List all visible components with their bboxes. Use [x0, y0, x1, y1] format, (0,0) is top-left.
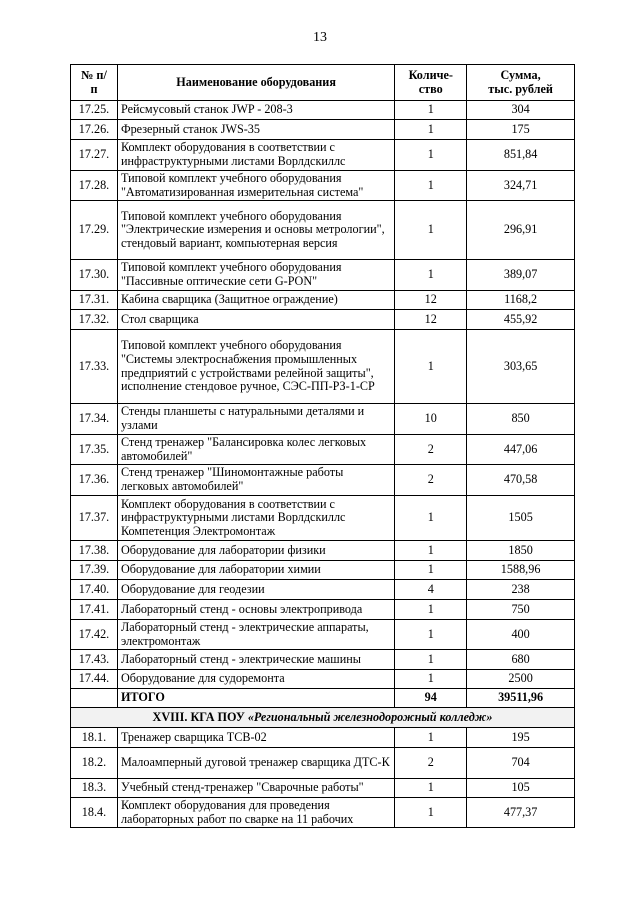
row-number: 17.44. [71, 670, 118, 689]
row-number: 17.25. [71, 101, 118, 120]
equipment-quantity: 1 [395, 779, 467, 798]
row-number: 17.41. [71, 600, 118, 620]
table-row [71, 541, 575, 561]
header-sum: Сумма, тыс. рублей [467, 65, 575, 101]
equipment-sum: 447,06 [467, 435, 575, 465]
equipment-name: Оборудование для лаборатории химии [117, 561, 394, 580]
row-number: 17.33. [71, 330, 118, 404]
row-number: 17.36. [71, 465, 118, 496]
equipment-quantity: 1 [395, 101, 467, 120]
equipment-sum: 470,58 [467, 465, 575, 496]
table-row [71, 779, 575, 798]
equipment-quantity: 2 [395, 748, 467, 779]
table-header-row [71, 65, 575, 101]
equipment-sum: 400 [467, 620, 575, 650]
equipment-name: Типовой комплект учебного оборудования "Автоматизированная измерительная система" [117, 171, 394, 201]
header-num: № п/ п [71, 65, 118, 101]
row-number: 17.28. [71, 171, 118, 201]
row-number: 17.42. [71, 620, 118, 650]
equipment-name: Малоамперный дуговой тренажер сварщика ДТС-К [117, 748, 394, 779]
row-number: 17.30. [71, 260, 118, 291]
equipment-sum: 389,07 [467, 260, 575, 291]
total-quantity: 94 [395, 689, 467, 708]
table-row [71, 120, 575, 140]
row-number: 17.38. [71, 541, 118, 561]
equipment-name: Комплект оборудования для проведения лабораторных работ по сварке на 11 рабочих [117, 798, 394, 828]
row-number: 17.26. [71, 120, 118, 140]
row-number: 17.40. [71, 580, 118, 600]
equipment-quantity: 1 [395, 201, 467, 260]
table-row [71, 670, 575, 689]
table-row [71, 404, 575, 435]
equipment-sum: 2500 [467, 670, 575, 689]
equipment-sum: 850 [467, 404, 575, 435]
row-number: 17.32. [71, 310, 118, 330]
equipment-name: Фрезерный станок JWS-35 [117, 120, 394, 140]
row-number: 17.39. [71, 561, 118, 580]
equipment-sum: 303,65 [467, 330, 575, 404]
page-number: 13 [313, 30, 327, 45]
total-row [71, 689, 575, 708]
equipment-quantity: 1 [395, 650, 467, 670]
equipment-quantity: 1 [395, 561, 467, 580]
equipment-name: Комплект оборудования в соответствии с инфраструктурными листами Ворлдскиллс Компетенция Электромонтаж [117, 496, 394, 541]
equipment-name: Типовой комплект учебного оборудования "Пассивные оптические сети G-PON" [117, 260, 394, 291]
section-prefix: XVIII. КГА ПОУ [152, 709, 248, 724]
equipment-sum: 175 [467, 120, 575, 140]
section-heading [71, 708, 575, 728]
total-label: ИТОГО [117, 689, 394, 708]
equipment-quantity: 1 [395, 330, 467, 404]
equipment-sum: 1505 [467, 496, 575, 541]
table-row [71, 580, 575, 600]
equipment-name: Лабораторный стенд - электрические аппараты, электромонтаж [117, 620, 394, 650]
total-empty [71, 689, 118, 708]
row-number: 17.31. [71, 291, 118, 310]
equipment-quantity: 1 [395, 670, 467, 689]
equipment-quantity: 12 [395, 291, 467, 310]
table-row [71, 728, 575, 748]
row-number: 17.35. [71, 435, 118, 465]
row-number: 17.27. [71, 140, 118, 171]
table-row [71, 561, 575, 580]
row-number: 17.37. [71, 496, 118, 541]
equipment-name: Лабораторный стенд - основы электропривода [117, 600, 394, 620]
equipment-sum: 704 [467, 748, 575, 779]
table-row [71, 798, 575, 828]
equipment-name: Стенд тренажер "Шиномонтажные работы легковых автомобилей" [117, 465, 394, 496]
section-title: «Региональный железнодорожный колледж» [247, 709, 493, 724]
equipment-quantity: 1 [395, 171, 467, 201]
equipment-sum: 296,91 [467, 201, 575, 260]
equipment-quantity: 2 [395, 435, 467, 465]
equipment-sum: 750 [467, 600, 575, 620]
header-name: Наименование оборудования [117, 65, 394, 101]
equipment-sum: 1168,2 [467, 291, 575, 310]
row-number: 18.1. [71, 728, 118, 748]
equipment-sum: 851,84 [467, 140, 575, 171]
table-row [71, 748, 575, 779]
equipment-name: Стол сварщика [117, 310, 394, 330]
row-number: 17.34. [71, 404, 118, 435]
table-row [71, 620, 575, 650]
row-number: 17.43. [71, 650, 118, 670]
row-number: 18.4. [71, 798, 118, 828]
section-heading-row [71, 708, 575, 728]
equipment-name: Типовой комплект учебного оборудования "Электрические измерения и основы метрологии", стендовый вариант, компьютерная версия [117, 201, 394, 260]
table-row [71, 435, 575, 465]
equipment-quantity: 1 [395, 541, 467, 561]
equipment-sum: 324,71 [467, 171, 575, 201]
table-row [71, 201, 575, 260]
equipment-quantity: 1 [395, 798, 467, 828]
equipment-name: Тренажер сварщика ТСВ-02 [117, 728, 394, 748]
equipment-sum: 238 [467, 580, 575, 600]
table-row [71, 291, 575, 310]
equipment-quantity: 1 [395, 600, 467, 620]
table-row [71, 330, 575, 404]
equipment-name: Комплект оборудования в соответствии с инфраструктурными листами Ворлдскиллс [117, 140, 394, 171]
row-number: 18.2. [71, 748, 118, 779]
equipment-sum: 1850 [467, 541, 575, 561]
equipment-name: Стенды планшеты с натуральными деталями и узлами [117, 404, 394, 435]
equipment-name: Рейсмусовый станок JWP - 208-3 [117, 101, 394, 120]
equipment-name: Лабораторный стенд - электрические машины [117, 650, 394, 670]
equipment-sum: 105 [467, 779, 575, 798]
table-row [71, 260, 575, 291]
equipment-name: Стенд тренажер "Балансировка колес легковых автомобилей" [117, 435, 394, 465]
equipment-table [70, 64, 575, 828]
table-row [71, 650, 575, 670]
equipment-quantity: 1 [395, 120, 467, 140]
equipment-name: Учебный стенд-тренажер "Сварочные работы" [117, 779, 394, 798]
equipment-name: Типовой комплект учебного оборудования "Системы электроснабжения промышленных предприятий с устройствами релейной защиты", исполнение стендовое ручное, СЭС-ПП-РЗ-1-СР [117, 330, 394, 404]
equipment-sum: 477,37 [467, 798, 575, 828]
equipment-quantity: 1 [395, 728, 467, 748]
equipment-sum: 455,92 [467, 310, 575, 330]
row-number: 18.3. [71, 779, 118, 798]
equipment-quantity: 4 [395, 580, 467, 600]
equipment-quantity: 1 [395, 496, 467, 541]
table-row [71, 496, 575, 541]
table-row [71, 465, 575, 496]
table-body [71, 101, 575, 828]
equipment-quantity: 1 [395, 140, 467, 171]
equipment-quantity: 1 [395, 260, 467, 291]
header-qty: Количе- ство [395, 65, 467, 101]
equipment-name: Кабина сварщика (Защитное ограждение) [117, 291, 394, 310]
equipment-sum: 195 [467, 728, 575, 748]
table-row [71, 171, 575, 201]
total-sum: 39511,96 [467, 689, 575, 708]
equipment-quantity: 10 [395, 404, 467, 435]
equipment-sum: 1588,96 [467, 561, 575, 580]
equipment-quantity: 1 [395, 620, 467, 650]
equipment-sum: 304 [467, 101, 575, 120]
table-row [71, 600, 575, 620]
equipment-quantity: 2 [395, 465, 467, 496]
equipment-name: Оборудование для судоремонта [117, 670, 394, 689]
table-row [71, 140, 575, 171]
row-number: 17.29. [71, 201, 118, 260]
table-row [71, 310, 575, 330]
equipment-name: Оборудование для геодезии [117, 580, 394, 600]
equipment-sum: 680 [467, 650, 575, 670]
equipment-quantity: 12 [395, 310, 467, 330]
equipment-name: Оборудование для лаборатории физики [117, 541, 394, 561]
table-row [71, 101, 575, 120]
